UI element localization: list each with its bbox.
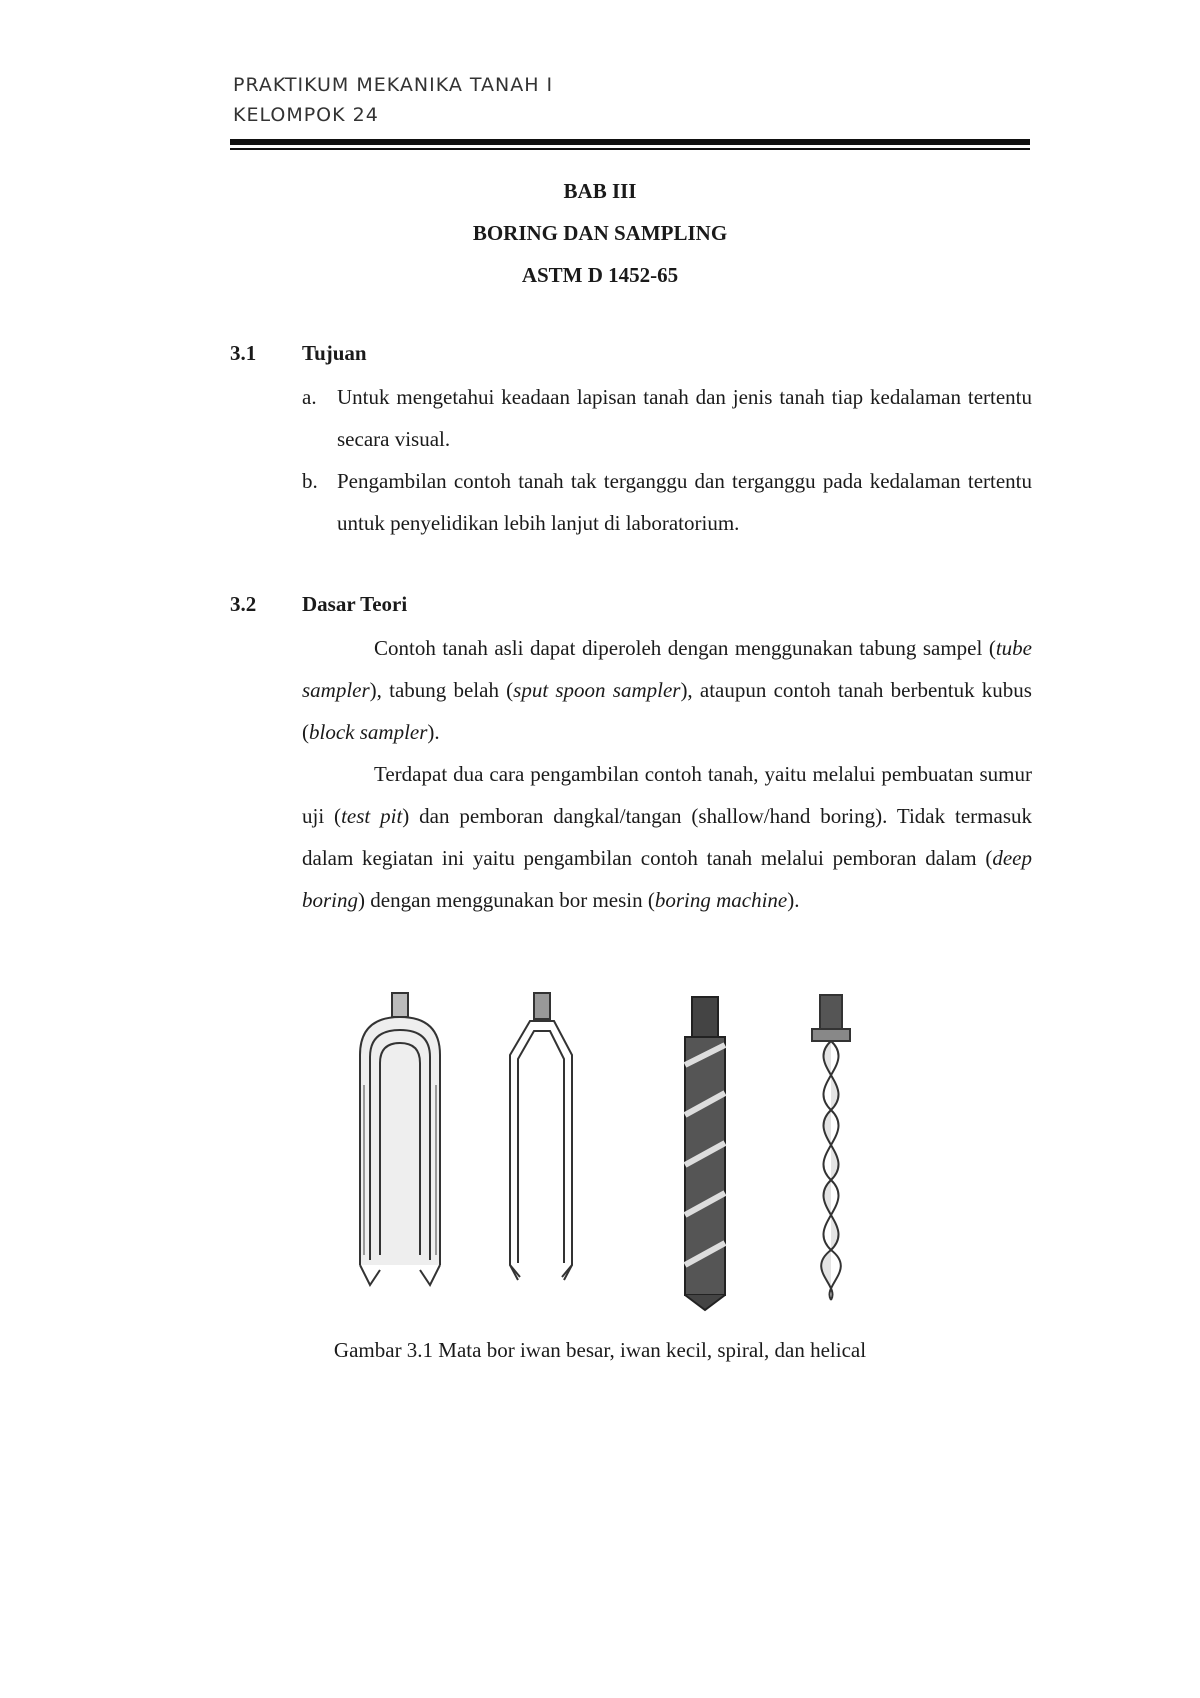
section-title: Tujuan [302,341,367,365]
list-marker: a. [302,385,317,409]
theory-body [302,627,1032,921]
course-name: PRAKTIKUM MEKANIKA TANAH I [233,74,554,96]
text-run: ) dan pemboran dangkal/tangan (shallow/hand boring). Tidak termasuk dalam kegiatan ini yaitu pengambilan contoh tanah melalui pemboran dalam ( [302,804,1032,870]
page-header [233,70,553,130]
figure-caption: Gambar 3.1 Mata bor iwan besar, iwan kecil, spiral, dan helical [333,1338,867,1362]
helical-auger-icon [812,995,850,1300]
italic-term: boring machine [654,888,788,912]
chapter-number: BAB III [563,179,637,203]
italic-term: deep boring [302,846,1032,912]
text-run: ), tabung belah ( [369,678,514,702]
text-run: Contoh tanah asli dapat diperoleh dengan menggunakan tabung sampel ( [374,636,996,660]
spiral-auger-icon [685,997,725,1310]
auger-figure [340,985,940,1315]
list-item [302,376,1032,460]
section-title: Dasar Teori [302,592,408,616]
chapter-titles [0,170,1200,296]
list-marker: b. [302,469,318,493]
italic-term: test pit [341,804,403,828]
auger-illustrations [340,985,940,1315]
text-run: Terdapat dua cara pengambilan contoh tanah, yaitu melalui pembuatan sumur uji ( [302,762,1032,828]
group-name: KELOMPOK 24 [233,104,379,126]
text-run: ). [427,720,440,744]
list-text: Untuk mengetahui keadaan lapisan tanah dan jenis tanah tiap kedalaman tertentu secara visual. [337,385,1032,451]
iwan-large-auger-icon [360,993,440,1285]
text-run: ), ataupun contoh tanah berbentuk kubus ( [302,678,1032,744]
paragraph [302,753,1032,921]
chapter-title: BORING DAN SAMPLING [472,221,728,245]
list-text: Pengambilan contoh tanah tak terganggu dan terganggu pada kedalaman tertentu untuk penyelidikan lebih lanjut di laboratorium. [337,469,1032,535]
list-item [302,460,1032,544]
iwan-small-auger-icon [510,993,572,1280]
chapter-standard: ASTM D 1452-65 [521,263,679,287]
italic-term: block sampler [309,720,428,744]
italic-term: tube sampler [302,636,1032,702]
paragraph [302,627,1032,753]
italic-term: sput spoon sampler [513,678,681,702]
section-number: 3.1 [230,341,257,365]
header-rule-thin [230,148,1030,150]
text-run: ). [787,888,800,912]
objectives-list [302,376,1032,544]
header-rule-thick [230,139,1030,145]
text-run: ) dengan menggunakan bor mesin ( [358,888,655,912]
section-number: 3.2 [230,592,257,616]
